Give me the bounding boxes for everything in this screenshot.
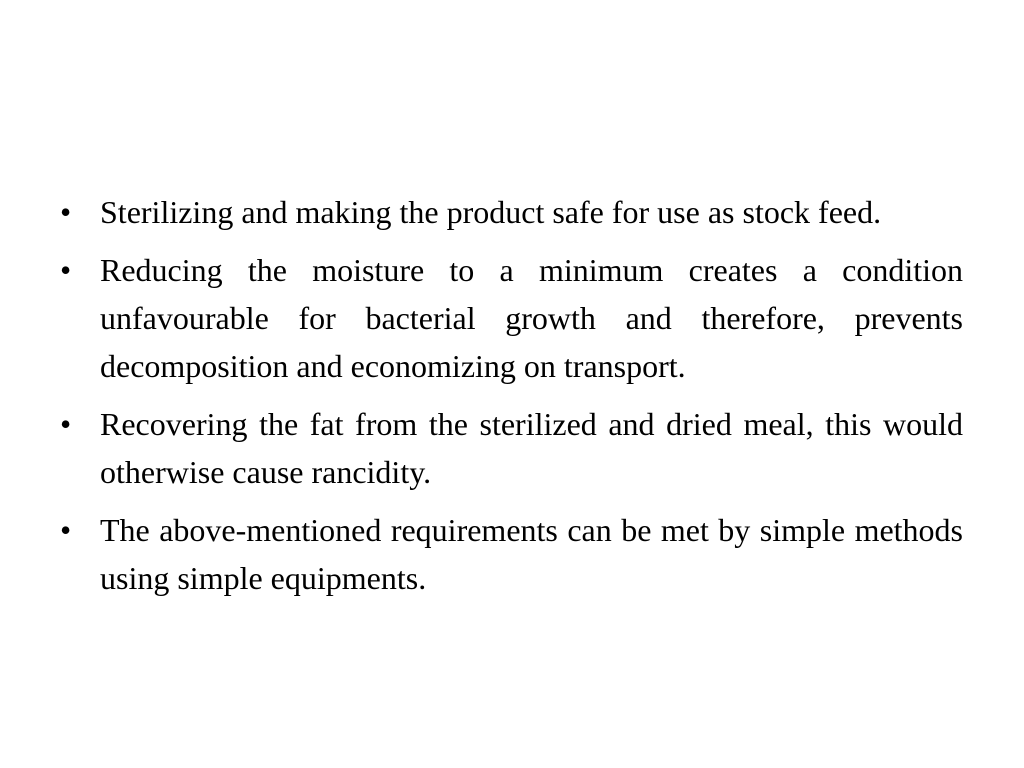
bullet-item-sterilizing [60, 188, 963, 236]
bullet-item-requirements [60, 506, 963, 602]
bullet-text: The above-mentioned requirements can be met by simple methods using simple equipments. [100, 512, 963, 596]
bullet-icon: • [60, 252, 72, 288]
bullet-icon: • [60, 512, 72, 548]
bullet-item-fat-recovery [60, 400, 963, 496]
bullet-text: Reducing the moisture to a minimum creates a condition unfavourable for bacterial growth and therefore, prevents decomposition and economizing on transport. [100, 252, 963, 384]
bullet-icon: • [60, 406, 72, 442]
bullet-item-moisture [60, 246, 963, 390]
bullet-text: Sterilizing and making the product safe for use as stock feed. [100, 194, 882, 230]
bullet-text: Recovering the fat from the sterilized and dried meal, this would otherwise cause rancidity. [100, 406, 963, 490]
bullet-icon: • [60, 194, 72, 230]
bullet-list [60, 188, 963, 612]
